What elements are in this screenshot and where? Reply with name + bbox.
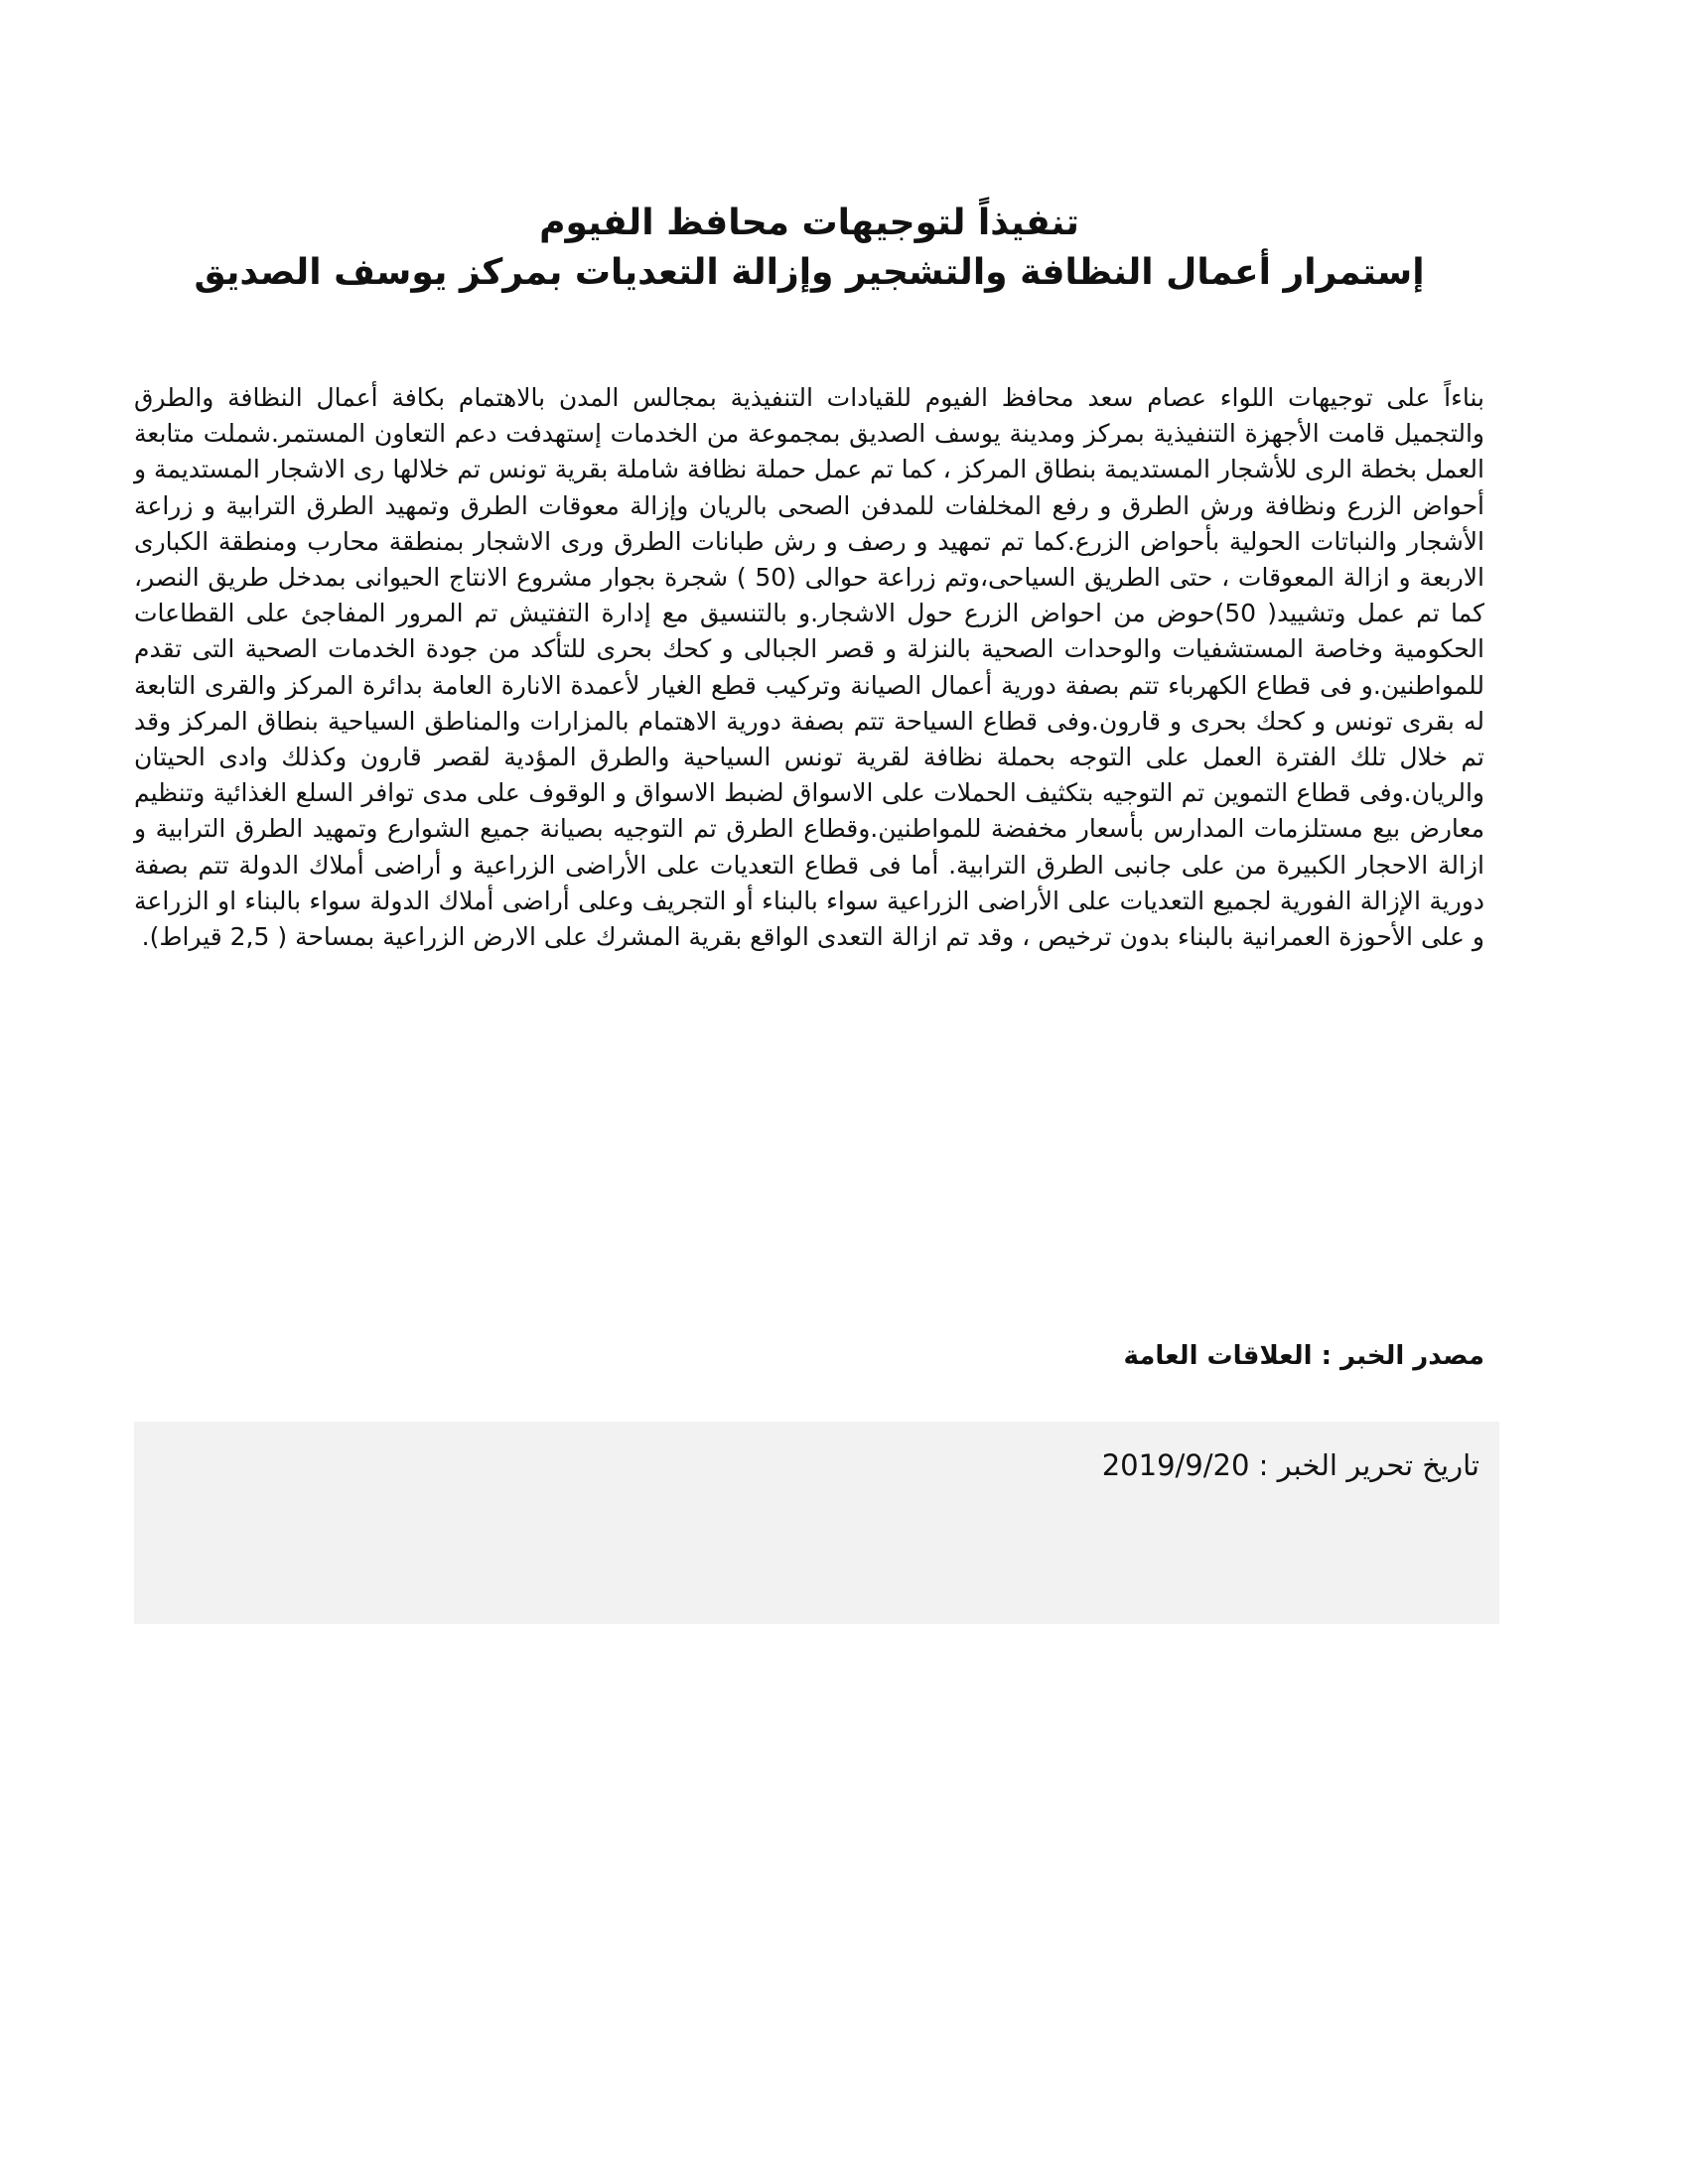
headline-line-1: تنفيذاً لتوجيهات محافظ الفيوم: [539, 203, 1079, 243]
edit-date-value: 2019/9/20: [1101, 1448, 1250, 1482]
news-source: مصدر الخبر : العلاقات العامة: [1123, 1341, 1484, 1371]
edit-date: [1102, 1445, 1479, 1485]
edit-date-label: تاريخ تحرير الخبر :: [1249, 1448, 1479, 1482]
date-box: [134, 1422, 1499, 1624]
headline: [134, 199, 1484, 298]
headline-line-2: إستمرار أعمال النظافة والتشجير وإزالة التعديات بمركز يوسف الصديق: [194, 252, 1425, 293]
article-body: بناءاً على توجيهات اللواء عصام سعد محافظ الفيوم للقيادات التنفيذية بمجالس المدن بالاهتمام بكافة أعمال النظافة والطرق والتجميل قامت الأجهزة التنفيذية بمركز ومدينة يوسف الصديق بمجموعة من الخدمات إستهدفت دعم التعاون المستمر.شملت متابعة العمل بخطة الرى للأشجار المستديمة بنطاق المركز ، كما تم عمل حملة نظافة شاملة بقرية تونس تم خلالها رى الاشجار المستديمة و أحواض الزرع ونظافة ورش الطرق و رفع المخلفات للمدفن الصحى بالريان وإزالة معوقات الطرق وتمهيد الطرق الترابية و زراعة الأشجار والنباتات الحولية بأحواض الزرع.كما تم تمهيد و رصف و رش طبانات الطرق ورى الاشجار بمنطقة محارب ومنطقة الكبارى الاربعة و ازالة المعوقات ، حتى الطريق السياحى،وتم زراعة حوالى (50 ) شجرة بجوار مشروع الانتاج الحيوانى بمدخل طريق النصر، كما تم عمل وتشييد( 50)حوض من احواض الزرع حول الاشجار.و بالتنسيق مع إدارة التفتيش تم المرور المفاجئ على القطاعات الحكومية وخاصة المستشفيات والوحدات الصحية بالنزلة و قصر الجبالى و كحك بحرى للتأكد من جودة الخدمات الصحية التى تقدم للمواطنين.و فى قطاع الكهرباء تتم بصفة دورية أعمال الصيانة وتركيب قطع الغيار لأعمدة الانارة العامة بدائرة المركز والقرى التابعة له بقرى تونس و كحك بحرى و قارون.وفى قطاع السياحة تتم بصفة دورية الاهتمام بالمزارات والمناطق السياحية بنطاق المركز وقد تم خلال تلك الفترة العمل على التوجه بحملة نظافة لقرية تونس السياحية والطرق المؤدية لقصر قارون وكذلك وادى الحيتان والريان.وفى قطاع التموين تم التوجيه بتكثيف الحملات على الاسواق لضبط الاسواق و الوقوف على مدى توافر السلع الغذائية وتنظيم معارض بيع مستلزمات المدارس بأسعار مخفضة للمواطنين.وقطاع الطرق تم التوجيه بصيانة جميع الشوارع وتمهيد الطرق الترابية و ازالة الاحجار الكبيرة من على جانبى الطرق الترابية. أما فى قطاع التعديات على الأراضى الزراعية و أراضى أملاك الدولة تتم بصفة دورية الإزالة الفورية لجميع التعديات على الأراضى الزراعية سواء بالبناء أو التجريف وعلى أراضى أملاك الدولة سواء بالبناء او الزراعة و على الأحوزة العمرانية بالبناء بدون ترخيص ، وقد تم ازالة التعدى الواقع بقرية المشرك على الارض الزراعية بمساحة ( 2,5 قيراط).: [134, 383, 1484, 952]
